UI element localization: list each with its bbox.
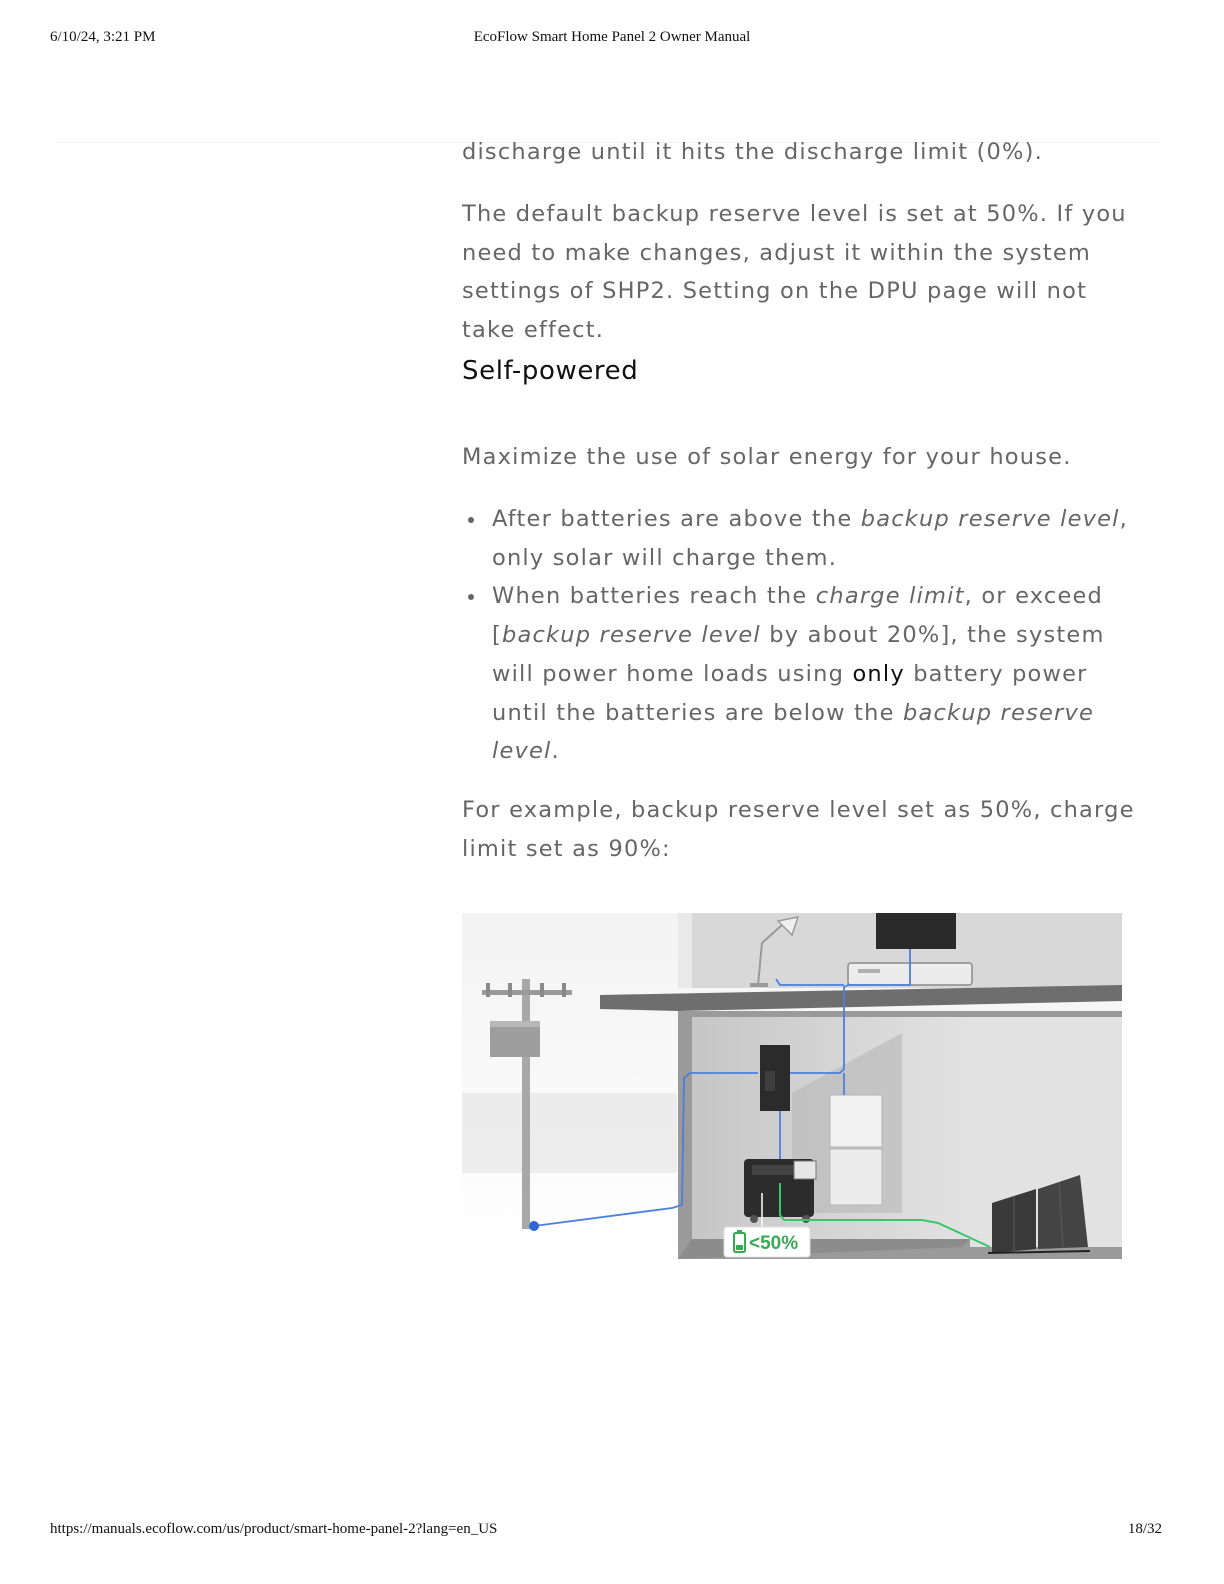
self-powered-illustration xyxy=(462,913,1122,1259)
battery-level-label: <50% xyxy=(749,1233,799,1254)
ground-shadow xyxy=(462,1093,677,1173)
section-heading: Self-powered xyxy=(462,356,639,386)
print-title: EcoFlow Smart Home Panel 2 Owner Manual xyxy=(473,29,751,45)
grid-node xyxy=(529,1221,539,1231)
bullet-list xyxy=(462,500,1142,771)
appliance-icon xyxy=(830,1095,882,1205)
page-number: 18/32 xyxy=(1127,1521,1162,1537)
print-url: https://manuals.ecoflow.com/us/product/smart-home-panel-2?lang=en_US xyxy=(50,1521,498,1537)
cut-line-paragraph: discharge until it hits the discharge limit (0%). xyxy=(462,139,1043,165)
list-item: After batteries are above the backup reserve level, only solar will charge them. xyxy=(462,500,1142,577)
list-item: When batteries reach the charge limit, or exceed [backup reserve level by about 20%], the system will power home loads using only battery power until the batteries are below the backup reserve level. xyxy=(462,577,1142,771)
example-paragraph: For example, backup reserve level set as 50%, charge limit set as 90%: xyxy=(462,797,1135,862)
intro-paragraph: Maximize the use of solar energy for your house. xyxy=(462,444,1072,470)
smart-home-panel-icon xyxy=(760,1045,790,1111)
print-date: 6/10/24, 3:21 PM xyxy=(50,29,156,45)
battery-level-badge xyxy=(724,1227,810,1257)
default-reserve-paragraph: The default backup reserve level is set at 50%. If you need to make changes, adjust it within the system settings of SHP2. Setting on the DPU page will not take effect. xyxy=(462,201,1127,344)
